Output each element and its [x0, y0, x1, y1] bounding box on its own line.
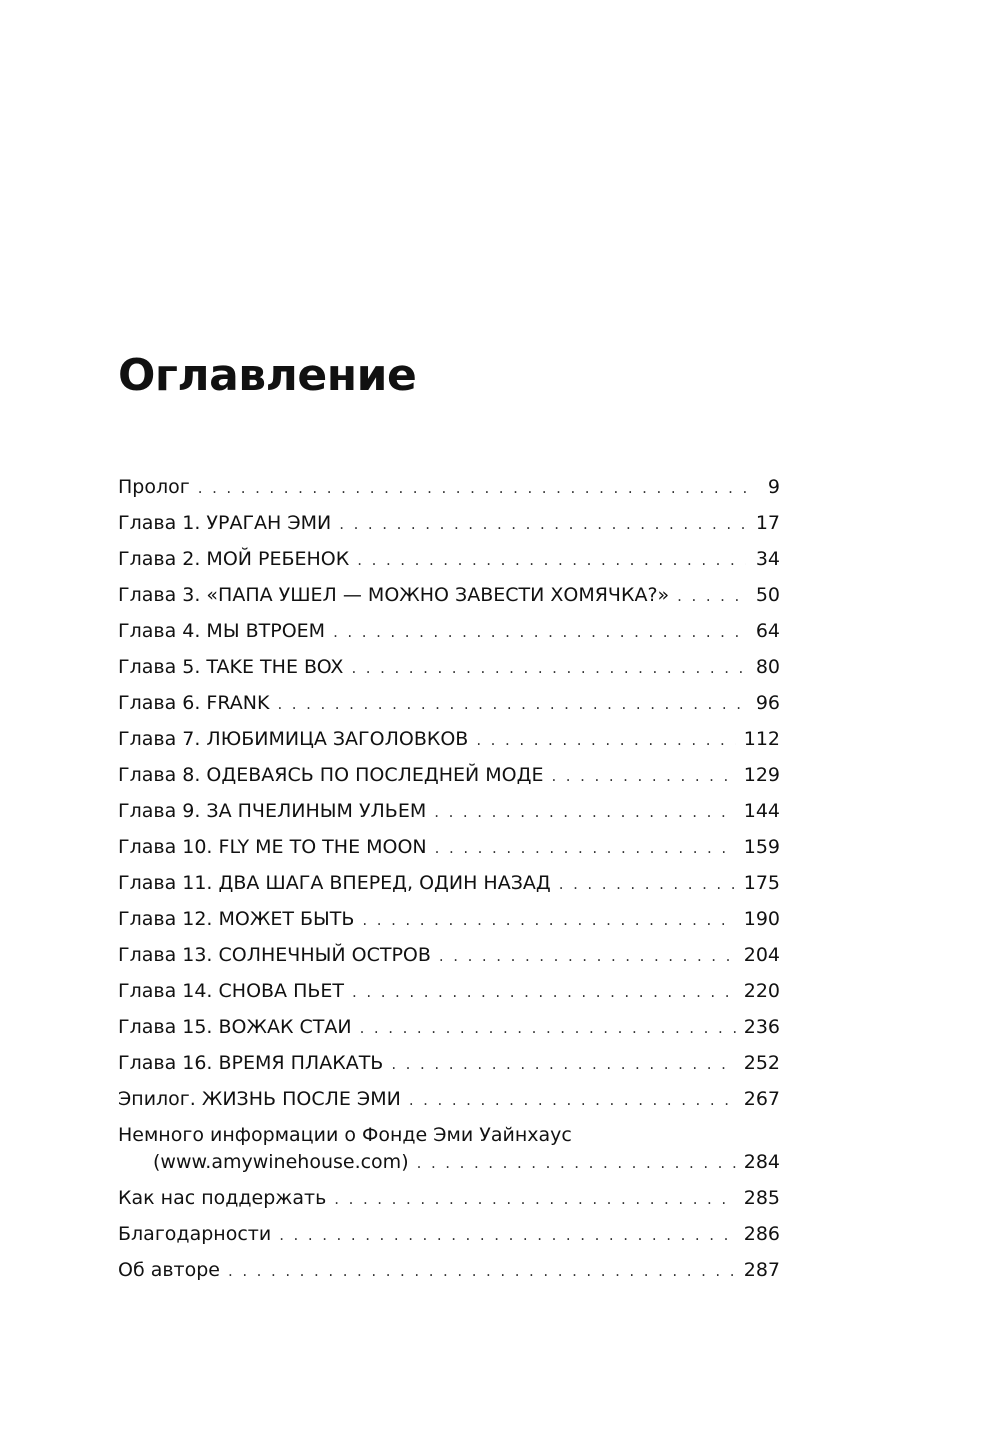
toc-entry-continuation: [118, 1149, 780, 1176]
toc-entry-chapter-15[interactable]: [118, 1014, 780, 1050]
toc-page-number: 144: [743, 800, 780, 822]
toc-entry-chapter-5[interactable]: [118, 654, 780, 690]
toc-page-number: 236: [743, 1016, 780, 1038]
toc-entry-label: Глава 13. СОЛНЕЧНЫЙ ОСТРОВ: [118, 944, 431, 966]
toc-entry-label: Глава 7. ЛЮБИМИЦА ЗАГОЛОВКОВ: [118, 728, 469, 750]
toc-page-number: 284: [743, 1151, 780, 1173]
toc-entry-label: Глава 12. МОЖЕТ БЫТЬ: [118, 908, 355, 930]
dot-leader: [476, 727, 735, 753]
toc-entry-label: Глава 11. ДВА ШАГА ВПЕРЕД, ОДИН НАЗАД: [118, 872, 551, 894]
toc-entry-chapter-10[interactable]: [118, 834, 780, 870]
toc-entry-chapter-8[interactable]: [118, 762, 780, 798]
toc-page-number: 112: [743, 728, 780, 750]
toc-entry-label: Глава 5. TAKE THE BOX: [118, 656, 344, 678]
toc-entry-label: Глава 8. ОДЕВАЯСЬ ПО ПОСЛЕДНЕЙ МОДЕ: [118, 764, 544, 786]
toc-entry-prologue[interactable]: [118, 474, 780, 510]
dot-leader: [198, 475, 746, 501]
dot-leader: [360, 1015, 736, 1041]
toc-page-number: 50: [755, 584, 780, 606]
toc-page-number: 285: [743, 1187, 780, 1209]
toc-entry-label: Пролог: [118, 476, 190, 498]
dot-leader: [351, 655, 746, 681]
toc-page-number: 220: [743, 980, 780, 1002]
toc-page-number: 252: [743, 1052, 780, 1074]
toc-page-number: 9: [767, 476, 780, 498]
toc-entry-label: Глава 3. «ПАПА УШЕЛ — МОЖНО ЗАВЕСТИ ХОМЯЧКА?»: [118, 584, 670, 606]
toc-entry-label: Как нас поддержать: [118, 1187, 327, 1209]
toc-entry-label: Глава 15. ВОЖАК СТАИ: [118, 1016, 352, 1038]
toc-entry-label: Глава 1. УРАГАН ЭМИ: [118, 512, 332, 534]
toc-entry-url: (www.amywinehouse.com): [153, 1151, 409, 1173]
dot-leader: [434, 799, 735, 825]
dot-leader: [352, 979, 736, 1005]
toc-entry-label: Глава 16. ВРЕМЯ ПЛАКАТЬ: [118, 1052, 384, 1074]
toc-entry-label: Глава 10. FLY ME TO THE MOON: [118, 836, 427, 858]
dot-leader: [357, 547, 746, 573]
toc-entry-about-author[interactable]: [118, 1257, 780, 1293]
dot-leader: [362, 907, 735, 933]
toc-entry-chapter-7[interactable]: [118, 726, 780, 762]
toc-entry-chapter-2[interactable]: [118, 546, 780, 582]
toc-entry-foundation[interactable]: [118, 1122, 780, 1185]
toc-page-number: 159: [743, 836, 780, 858]
dot-leader: [277, 691, 746, 717]
toc-entry-chapter-12[interactable]: [118, 906, 780, 942]
dot-leader: [439, 943, 736, 969]
toc-entry-label: Глава 2. МОЙ РЕБЕНОК: [118, 548, 350, 570]
toc-page-number: 286: [743, 1223, 780, 1245]
toc-entry-chapter-1[interactable]: [118, 510, 780, 546]
dot-leader: [339, 511, 746, 537]
toc-entry-support[interactable]: [118, 1185, 780, 1221]
toc-entry-label: Об авторе: [118, 1259, 220, 1281]
toc-page-number: 64: [755, 620, 780, 642]
toc-entry-label: Немного информации о Фонде Эми Уайнхаус: [118, 1124, 572, 1146]
toc-page-number: 204: [743, 944, 780, 966]
toc-entry-label: Глава 14. СНОВА ПЬЕТ: [118, 980, 345, 1002]
dot-leader: [409, 1087, 736, 1113]
dot-leader: [333, 619, 746, 645]
dot-leader: [417, 1150, 736, 1176]
table-of-contents: [118, 474, 780, 1293]
dot-leader: [551, 763, 735, 789]
toc-entry-label: Благодарности: [118, 1223, 272, 1245]
toc-entry-acknowledgements[interactable]: [118, 1221, 780, 1257]
toc-entry-label: Глава 9. ЗА ПЧЕЛИНЫМ УЛЬЕМ: [118, 800, 427, 822]
dot-leader: [391, 1051, 735, 1077]
toc-entry-label: Глава 6. FRANK: [118, 692, 270, 714]
dot-leader: [677, 583, 746, 609]
dot-leader: [334, 1186, 735, 1212]
toc-page-number: 287: [743, 1259, 780, 1281]
toc-entry-chapter-16[interactable]: [118, 1050, 780, 1086]
toc-entry-chapter-14[interactable]: [118, 978, 780, 1014]
toc-entry-epilogue[interactable]: [118, 1086, 780, 1122]
toc-entry-chapter-11[interactable]: [118, 870, 780, 906]
toc-page-number: 267: [743, 1088, 780, 1110]
dot-leader: [559, 871, 736, 897]
toc-entry-chapter-4[interactable]: [118, 618, 780, 654]
toc-page-number: 175: [743, 872, 780, 894]
toc-entry-label: Эпилог. ЖИЗНЬ ПОСЛЕ ЭМИ: [118, 1088, 401, 1110]
toc-page-number: 17: [755, 512, 780, 534]
dot-leader: [435, 835, 736, 861]
dot-leader: [228, 1258, 736, 1284]
toc-page-number: 190: [743, 908, 780, 930]
toc-entry-chapter-6[interactable]: [118, 690, 780, 726]
toc-page-number: 80: [755, 656, 780, 678]
toc-entry-chapter-3[interactable]: [118, 582, 780, 618]
toc-entry-chapter-13[interactable]: [118, 942, 780, 978]
toc-page-number: 34: [755, 548, 780, 570]
toc-entry-chapter-9[interactable]: [118, 798, 780, 834]
toc-entry-label: Глава 4. МЫ ВТРОЕМ: [118, 620, 326, 642]
dot-leader: [279, 1222, 736, 1248]
toc-page-number: 96: [755, 692, 780, 714]
toc-page-number: 129: [743, 764, 780, 786]
page-title: Оглавление: [118, 350, 417, 401]
